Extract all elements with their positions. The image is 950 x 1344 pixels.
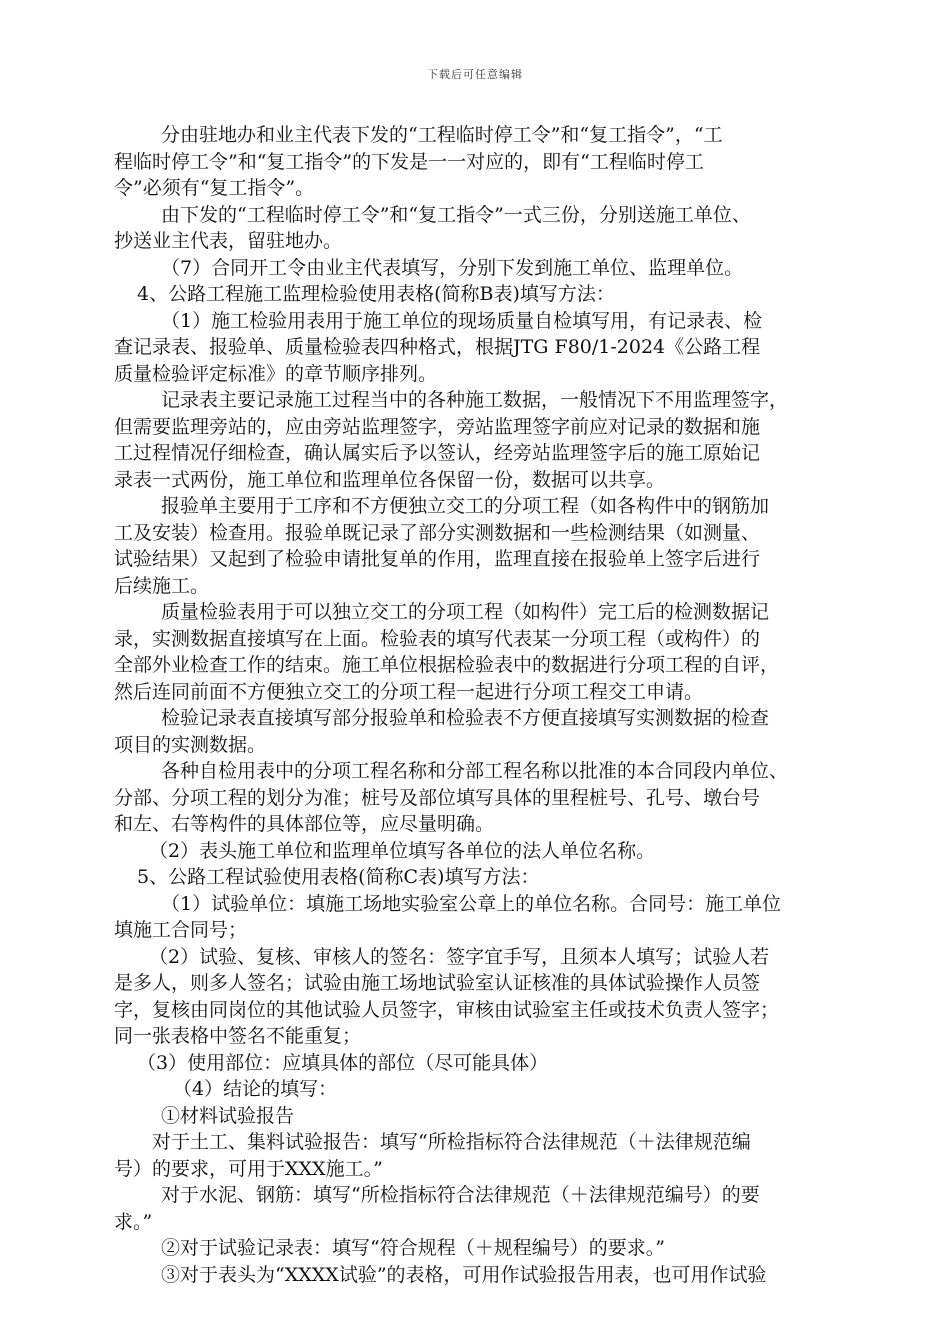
text-line: ③对于表头为“XXXX试验”的表格，可用作试验报告用表，也可用作试验 — [161, 1263, 767, 1286]
text-line: （1）施工检验用表用于施工单位的现场质量自检填写用，有记录表、检 — [161, 309, 763, 332]
text-line: 试验结果）又起到了检验申请批复单的作用，监理直接在报验单上签字后进行 — [114, 548, 761, 570]
text-line: 但需要监理旁站的，应由旁站监理签字，旁站监理签字前应对记录的数据和施 — [114, 415, 761, 438]
text-line: 然后连同前面不方便独立交工的分项工程一起进行分项工程交工申请。 — [114, 680, 704, 703]
text-line: 工及安装）检查用。报验单既记录了部分实测数据和一些检测结果（如测量、 — [114, 521, 761, 544]
text-line: 分由驻地办和业主代表下发的“工程临时停工令”和“复工指令”，“工 — [161, 124, 723, 146]
text-line: 分部、分项工程的划分为准；桩号及部位填写具体的里程桩号、孔号、墩台号 — [114, 786, 761, 809]
text-line: 同一张表格中签名不能重复； — [114, 1025, 362, 1047]
text-line: （4）结论的填写： — [173, 1078, 338, 1100]
text-line: 工过程情况仔细检查，确认属实后予以签认，经旁站监理签字后的施工原始记 — [114, 442, 761, 464]
text-line: ①材料试验报告 — [161, 1104, 295, 1127]
text-line: 程临时停工令”和“复工指令”的下发是一一对应的，即有“工程临时停工 — [114, 150, 704, 173]
text-line: 录，实测数据直接填写在上面。检验表的填写代表某一分项工程（或构件）的 — [114, 627, 761, 650]
text-line: （2）表头施工单位和监理单位填写各单位的法人单位名称。 — [149, 839, 656, 862]
text-line: 号）的要求，可用于XXX施工。” — [114, 1157, 383, 1180]
text-line: 4、公路工程施工监理检验使用表格(简称B表)填写方法： — [137, 283, 615, 305]
document-body — [114, 122, 834, 1288]
text-line: 对于水泥、钢筋：填写“所检指标符合法律规范（＋法律规范编号）的要 — [161, 1184, 760, 1206]
text-line: 质量检验评定标准》的章节顺序排列。 — [114, 362, 438, 385]
text-line: 报验单主要用于工序和不方便独立交工的分项工程（如各构件中的钢筋加 — [161, 495, 770, 517]
text-line: 全部外业检查工作的结束。施工单位根据检验表中的数据进行分项工程的自评， — [114, 654, 780, 676]
text-line: 各种自检用表中的分项工程名称和分部工程名称以批准的本合同段内单位、 — [161, 760, 789, 782]
text-line: 求。” — [114, 1210, 153, 1233]
text-line: （1）试验单位：填施工场地实验室公章上的单位名称。合同号：施工单位 — [161, 892, 782, 915]
text-line: 字，复核由同岗位的其他试验人员签字，审核由试验室主任或技术负责人签字； — [114, 998, 780, 1021]
text-line: 抄送业主代表，留驻地办。 — [114, 230, 343, 252]
text-line: 令”必须有“复工指令”。 — [114, 177, 315, 199]
text-line: 5、公路工程试验使用表格(简称C表)填写方法： — [137, 866, 540, 888]
text-line: 查记录表、报验单、质量检验表四种格式，根据JTG F80/1-2024《公路工程 — [114, 336, 761, 358]
text-line: 后续施工。 — [114, 574, 210, 597]
text-line: 录表一式两份，施工单位和监理单位各保留一份，数据可以共享。 — [114, 468, 666, 491]
text-line: 对于土工、集料试验报告：填写“所检指标符合法律规范（＋法律规范编 — [152, 1131, 751, 1153]
text-line: （7）合同开工令由业主代表填写，分别下发到施工单位、监理单位。 — [161, 256, 744, 279]
text-line: 和左、右等构件的具体部位等，应尽量明确。 — [114, 813, 495, 835]
text-line: （2）试验、复核、审核人的签名：签字宜手写，且须本人填写；试验人若 — [149, 945, 770, 968]
text-line: 记录表主要记录施工过程当中的各种施工数据，一般情况下不用监理签字， — [161, 389, 789, 411]
text-line: ②对于试验记录表：填写“符合规程（＋规程编号）的要求。” — [161, 1237, 665, 1259]
text-line: （3）使用部位：应填具体的部位（尽可能具体） — [137, 1051, 549, 1074]
text-line: 是多人，则多人签名；试验由施工场地试验室认证核准的具体试验操作人员签 — [114, 972, 761, 994]
page-header: 下载后可任意编辑 — [427, 68, 523, 81]
text-line: 检验记录表直接填写部分报验单和检验表不方便直接填写实测数据的检查 — [161, 707, 770, 729]
text-line: 填施工合同号； — [114, 919, 248, 941]
text-line: 由下发的“工程临时停工令”和“复工指令”一式三份，分别送施工单位、 — [161, 203, 751, 226]
text-line: 质量检验表用于可以独立交工的分项工程（如构件）完工后的检测数据记 — [161, 601, 770, 623]
text-line: 项目的实测数据。 — [114, 733, 267, 756]
